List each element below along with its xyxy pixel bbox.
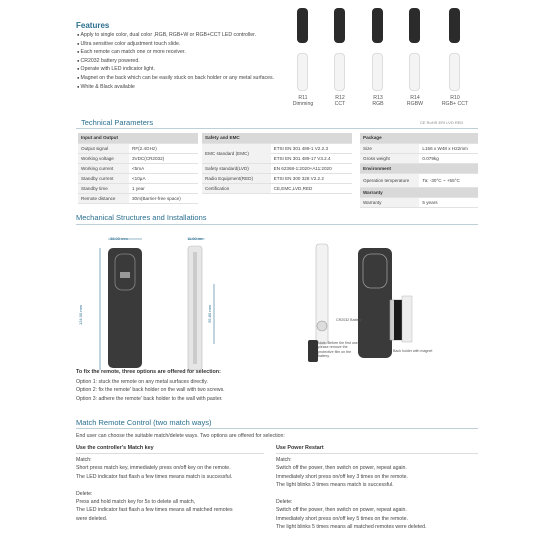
black-remote-image xyxy=(449,8,460,43)
model-caption: R10 RGB+ CCT xyxy=(441,95,469,107)
table-row: ETSI EN 301 489-17 V3.2.4 xyxy=(202,153,352,163)
table-row: Gross weight 0.079kg xyxy=(360,153,478,163)
fix-options xyxy=(76,378,376,403)
table-row: Output signal RF(2.4GHz) xyxy=(78,143,198,153)
white-remote-image xyxy=(297,53,308,91)
table-row: Working voltage 3VDC(CR2032) xyxy=(78,153,198,163)
table-row: Standby current <10μA xyxy=(78,173,198,183)
model-caption: R14 RGBW xyxy=(406,95,424,107)
dim-depth: 11.00 mm xyxy=(187,236,205,241)
divider xyxy=(76,128,478,129)
dim-slot: 55.80 mm xyxy=(207,305,212,323)
black-remote-image xyxy=(409,8,420,43)
divider xyxy=(76,224,478,225)
table-row: Certification CE,EMC,LVD,RED xyxy=(202,183,352,193)
table-row: Working current <5mA xyxy=(78,163,198,173)
warranty-header: Warranty xyxy=(360,187,478,197)
feature-item: ● Ultra sensitive color adjustment touch slide. xyxy=(77,40,287,49)
feature-item: ● Each remote can match one or more receiver. xyxy=(77,48,287,57)
fix-option: Option 3: adhere the remote' back holder to the wall with paster. xyxy=(76,395,223,402)
table-row: EMC standard (EMC) ETSI EN 301 489-1 V2.2.3 xyxy=(202,143,352,153)
white-remote-image xyxy=(372,53,383,91)
table-row: Remote distance 30m(Barrier-free space) xyxy=(78,193,198,203)
tech-title: Technical Parameters xyxy=(81,118,154,127)
feature-item: ● Apply to single color, dual color ,RGB, RGB+W or RGB+CCT LED controller. xyxy=(77,31,287,40)
match-left-column: Use the controller's Match key Match: Short press match key, immediately press on/off key on the remote. The LED indicator fast flash a few times means match is successful. Delete: Press and hold match key for 5s to delete all match, The LED indicator fast flash a few times means all matched remotes were deleted. xyxy=(76,445,264,523)
table-row: Warranty 5 years xyxy=(360,197,478,207)
table-row: Operation temperature Ta: -30°C ~ +55°C xyxy=(360,173,478,187)
io-header: Input and Output xyxy=(78,133,198,143)
holder-label: Back holder with magnet xyxy=(393,349,433,353)
fix-option: Option 2: fix the remote' back holder on the wall with two screws. xyxy=(76,387,225,394)
io-table xyxy=(78,133,198,204)
package-table xyxy=(360,133,478,208)
match-intro: End user can choose the suitable match/delete ways. Two options are offered for selection: xyxy=(76,433,285,439)
fix-title: To fix the remote, three options are offered for selection: xyxy=(76,369,221,375)
feature-item: ● White & Black available xyxy=(77,83,287,92)
right-column-title: Use Power Restart xyxy=(276,445,478,454)
fix-option: Option 1: stuck the remote on any metal surfaces directly. xyxy=(76,379,208,385)
model-caption: R12 CCT xyxy=(334,95,346,107)
divider xyxy=(76,428,478,429)
dim-width: 38.00 mm xyxy=(110,236,128,241)
model-caption: R13 RGB xyxy=(372,95,384,107)
table-row: Safety standard(LVD) EN 62368-1:2020+A11:2020 xyxy=(202,163,352,173)
feature-item: ● Magnet on the back which can be easily stuck on back holder or any metal surfaces. xyxy=(77,74,287,83)
feature-item: ● CR2032 battery powered. xyxy=(77,57,287,66)
table-row: Size L156 x W48 x H22mm xyxy=(360,143,478,153)
black-remote-image xyxy=(334,8,345,43)
match-right-column: Use Power Restart Match: Switch off the power, then switch on power, repeat again. Immediately short press on/off key 3 times on the remote. The light blinks 3 times means match is successful. Delete: Switch off the power, then switch on power, repeat again. Immediately short press on/off key 5 times on the remote. The light blinks 5 times means all matched remotes were deleted. xyxy=(276,445,478,532)
white-remote-image xyxy=(449,53,460,91)
model-caption: R11 Dimming xyxy=(292,95,314,107)
left-column-title: Use the controller's Match key xyxy=(76,445,264,454)
front-side-drawing xyxy=(90,232,240,372)
safety-header: Safety and EMC xyxy=(202,133,352,143)
features-title: Features xyxy=(76,21,110,30)
white-remote-image xyxy=(334,53,345,91)
battery-label: CR2032 Battery xyxy=(336,318,362,322)
feature-item: ● Operate with LED indicator light. xyxy=(77,65,287,74)
features-list xyxy=(77,31,287,91)
table-row: Radio Equipment(RED) ETSI EN 300 328 V2.2.2 xyxy=(202,173,352,183)
match-title: Match Remote Control (two match ways) xyxy=(76,418,212,427)
black-remote-image xyxy=(297,8,308,43)
battery-note: Note: Before the first use, please remove the protective film on the battery. xyxy=(318,341,359,359)
dim-height: 124.00 mm xyxy=(78,305,83,326)
black-remote-image xyxy=(372,8,383,43)
white-remote-image xyxy=(409,53,420,91)
environment-header: Environment xyxy=(360,163,478,173)
package-header: Package xyxy=(360,133,478,143)
cert-marks: CE RoHS ERI LVD RED xyxy=(420,120,464,125)
table-row: Standby time 1 year xyxy=(78,183,198,193)
safety-table xyxy=(202,133,352,194)
mech-title: Mechanical Structures and Installations xyxy=(76,213,207,222)
